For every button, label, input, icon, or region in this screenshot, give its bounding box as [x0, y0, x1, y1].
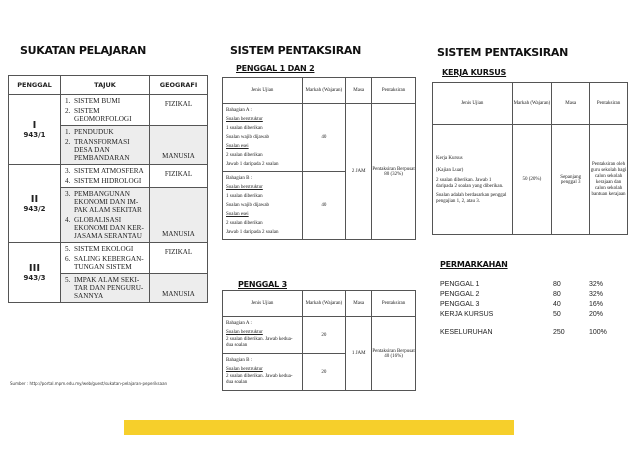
penggal3-bahagian-a — [223, 317, 303, 354]
geografi-cell: MANUSIA — [150, 126, 208, 165]
sukatan-row — [9, 243, 208, 274]
bahagian-line: Soalan esei — [226, 212, 249, 217]
penggal3-header-row — [223, 291, 416, 317]
bahagian-line: Jawab 1 daripada 2 soalan — [226, 162, 279, 167]
tajuk-item — [65, 255, 147, 271]
bahagian-line: 2 soalan diberikan. Jawab kedua-dua soalan — [226, 374, 293, 385]
tajuk-text: SISTEM EKOLOGI — [74, 245, 134, 253]
geografi-cell: MANUSIA — [150, 274, 208, 303]
permarkahan-row — [440, 299, 620, 309]
permarkahan-row — [440, 309, 620, 319]
tajuk-cell — [61, 95, 150, 126]
permarkahan-pct: 100% — [589, 328, 607, 336]
permarkahan-marks: 80 — [553, 280, 561, 288]
permarkahan-pct: 16% — [589, 300, 604, 308]
penggal12-table — [222, 77, 416, 240]
permarkahan-list — [440, 279, 620, 337]
bahagian-line: Soalan esei — [226, 144, 249, 149]
permarkahan-pct: 20% — [589, 310, 604, 318]
permarkahan-row — [440, 279, 620, 289]
bahagian-line: 1 soalan diberikan — [226, 126, 263, 131]
tajuk-item — [65, 97, 147, 105]
permarkahan-marks: 40 — [553, 300, 561, 308]
tajuk-text: IMPAK ALAM SEKI-TAR DAN PENGURU-SANNYA — [74, 276, 144, 300]
header-markah: Markah (Wajaran) — [302, 78, 346, 104]
permarkahan-name: KESELURUHAN — [440, 328, 493, 336]
tajuk-item — [65, 177, 147, 185]
kerja-line: 2 soalan diberikan. Jawab 1 daripada 2 soalan yang diberikan. — [436, 178, 504, 189]
bahagian-line: Jawab 1 daripada 2 soalan — [226, 230, 279, 235]
header-pentaksiran: Pentaksiran — [372, 291, 416, 317]
tajuk-text: TRANSFORMASI DESA DAN PEMBANDARAN — [74, 138, 130, 162]
bahagian-title: Bahagian B : — [226, 176, 253, 181]
penggal12-markah-a: 40 — [302, 104, 346, 172]
penggal12-masa — [346, 104, 372, 240]
kerja-kursus-table — [432, 82, 628, 235]
sukatan-heading: SUKATAN PELAJARAN — [20, 44, 147, 57]
source-note: Sumber : http://portal.mpm.edu.my/web/guest/sukatan-pelajaran-peperiksaan — [10, 381, 168, 386]
penggal-code: 943/3 — [23, 274, 46, 282]
penggal12-markah-b: 40 — [302, 172, 346, 240]
tajuk-number: 5. — [65, 245, 71, 253]
penggal3-markah-b: 20 — [302, 354, 346, 391]
sukatan-table — [8, 75, 208, 303]
tajuk-text: GLOBALISASI EKONOMI DAN KER-JASAMA SERANTAU — [74, 216, 144, 240]
tajuk-item — [65, 107, 147, 123]
tajuk-cell — [61, 126, 150, 165]
kerja-line: Kerja Kursus — [436, 156, 463, 161]
tajuk-cell — [61, 243, 150, 274]
tajuk-number: 2. — [65, 138, 71, 146]
tajuk-text: SISTEM GEOMORFOLOGI — [74, 107, 132, 123]
header-penggal: PENGGAL — [9, 76, 61, 95]
bahagian-line: 2 soalan diberikan — [226, 221, 263, 226]
header-masa: Masa — [552, 83, 590, 125]
geografi-cell: MANUSIA — [150, 188, 208, 243]
kerja-line: (Kajian Luar) — [436, 168, 464, 173]
kerja-row — [433, 125, 628, 235]
permarkahan-marks: 50 — [553, 310, 561, 318]
penggal12-header-row — [223, 78, 416, 104]
penggal-cell — [9, 165, 61, 243]
header-markah: Markah (Wajaran) — [302, 291, 346, 317]
penggal-cell — [9, 95, 61, 165]
header-jenis-ujian: Jenis Ujian — [223, 291, 303, 317]
penggal3-masa: 1 JAM — [346, 317, 372, 391]
header-jenis-ujian: Jenis Ujian — [223, 78, 303, 104]
penggal-code: 943/1 — [23, 131, 46, 139]
penggal3-table — [222, 290, 416, 391]
tajuk-cell — [61, 188, 150, 243]
header-tajuk: TAJUK — [61, 76, 150, 95]
header-pentaksiran: Pentaksiran — [372, 78, 416, 104]
header-geografi: GEOGRAFI — [150, 76, 208, 95]
penggal12-row-a — [223, 104, 416, 172]
permarkahan-heading: PERMARKAHAN — [440, 260, 508, 269]
tajuk-cell — [61, 165, 150, 188]
geografi-cell: FIZIKAL — [150, 95, 208, 126]
footer-bar — [124, 420, 514, 435]
tajuk-item — [65, 216, 147, 240]
kerja-pentaksiran: Pentaksiran oleh guru sekolah bagi calon sekolah kerajaan dan calon sekolah bantuan kerajaan — [590, 125, 628, 235]
permarkahan-row — [440, 327, 620, 337]
permarkahan-marks: 250 — [553, 328, 565, 336]
tajuk-number: 5. — [65, 276, 71, 284]
penggal-number: II — [30, 194, 39, 205]
kerja-header-row — [433, 83, 628, 125]
bahagian-line: Soalan berstruktur — [226, 330, 263, 335]
penggal3-pentaksiran: Pentaksiran Berpusat 40 (16%) — [372, 317, 416, 391]
header-masa: Masa — [346, 291, 372, 317]
sukatan-row — [9, 95, 208, 126]
permarkahan-marks: 80 — [553, 290, 561, 298]
kerja-kursus-heading: KERJA KURSUS — [442, 68, 507, 77]
penggal3-bahagian-b — [223, 354, 303, 391]
penggal12-bahagian-b — [223, 172, 303, 240]
penggal12-pentaksiran: Pentaksiran Berpusat 80 (32%) — [372, 104, 416, 240]
permarkahan-pct: 32% — [589, 280, 604, 288]
geografi-cell: FIZIKAL — [150, 165, 208, 188]
penggal-code: 943/2 — [23, 205, 46, 213]
masa-value: 2 JAM — [351, 169, 366, 174]
permarkahan-row — [440, 289, 620, 299]
tajuk-number: 2. — [65, 107, 71, 115]
tajuk-number: 6. — [65, 255, 71, 263]
kerja-jenis — [433, 125, 513, 235]
sistem-heading-2: SISTEM PENTAKSIRAN — [437, 46, 569, 59]
penggal3-row-a — [223, 317, 416, 354]
header-masa: Masa — [346, 78, 372, 104]
penggal3-markah-a: 20 — [302, 317, 346, 354]
tajuk-number: 4. — [65, 177, 71, 185]
tajuk-number: 3. — [65, 167, 71, 175]
tajuk-text: SISTEM HIDROLOGI — [74, 177, 142, 185]
bahagian-line: Soalan berstruktur — [226, 117, 263, 122]
tajuk-item — [65, 190, 147, 214]
bahagian-line: 2 soalan diberikan. Jawab kedua-dua soalan — [226, 337, 293, 348]
permarkahan-name: PENGGAL 3 — [440, 300, 480, 308]
header-jenis-ujian: Jenis Ujian — [433, 83, 513, 125]
bahagian-line: 2 soalan diberikan — [226, 153, 263, 158]
penggal3-heading: PENGGAL 3 — [238, 280, 287, 289]
kerja-line: Soalan adalah berdasarkan penggal pengajian 1, 2, atau 3. — [436, 193, 507, 204]
geografi-cell: FIZIKAL — [150, 243, 208, 274]
tajuk-item — [65, 276, 147, 300]
bahagian-line: Soalan berstruktur — [226, 185, 263, 190]
permarkahan-pct: 32% — [589, 290, 604, 298]
tajuk-number: 1. — [65, 97, 71, 105]
tajuk-text: SISTEM ATMOSFERA — [74, 167, 144, 175]
bahagian-line: Soalan wajib dijawab — [226, 135, 270, 140]
permarkahan-name: PENGGAL 2 — [440, 290, 480, 298]
tajuk-item — [65, 138, 147, 162]
bahagian-title: Bahagian B : — [226, 358, 253, 363]
bahagian-line: 1 soalan diberikan — [226, 194, 263, 199]
sukatan-row — [9, 165, 208, 188]
header-markah: Markah (Wajaran) — [512, 83, 552, 125]
penggal12-bahagian-a — [223, 104, 303, 172]
kerja-markah: 50 (20%) — [512, 125, 552, 235]
tajuk-number: 3. — [65, 190, 71, 198]
permarkahan-name: PENGGAL 1 — [440, 280, 480, 288]
tajuk-cell — [61, 274, 150, 303]
penggal-number: I — [32, 120, 37, 131]
penggal-cell — [9, 243, 61, 303]
bahagian-line: Soalan wajib dijawab — [226, 203, 270, 208]
bahagian-line: Soalan berstruktur — [226, 367, 263, 372]
bahagian-title: Bahagian A : — [226, 321, 252, 326]
sukatan-header-row — [9, 76, 208, 95]
sistem-heading-1: SISTEM PENTAKSIRAN — [230, 44, 362, 57]
tajuk-text: PENDUDUK — [74, 128, 114, 136]
permarkahan-name: KERJA KURSUS — [440, 310, 494, 318]
kerja-masa: Sepanjang penggal 3 — [552, 125, 590, 235]
tajuk-item — [65, 167, 147, 175]
tajuk-item — [65, 128, 147, 136]
tajuk-text: SALING KEBERGAN-TUNGAN SISTEM — [74, 255, 144, 271]
penggal12-heading: PENGGAL 1 DAN 2 — [236, 64, 315, 73]
tajuk-number: 4. — [65, 216, 71, 224]
tajuk-item — [65, 245, 147, 253]
header-pentaksiran: Pentaksiran — [590, 83, 628, 125]
tajuk-text: PEMBANGUNAN EKONOMI DAN IM-PAK ALAM SEKITAR — [74, 190, 142, 214]
tajuk-number: 1. — [65, 128, 71, 136]
tajuk-text: SISTEM BUMI — [74, 97, 121, 105]
bahagian-title: Bahagian A : — [226, 108, 252, 113]
penggal-number: III — [28, 263, 41, 274]
